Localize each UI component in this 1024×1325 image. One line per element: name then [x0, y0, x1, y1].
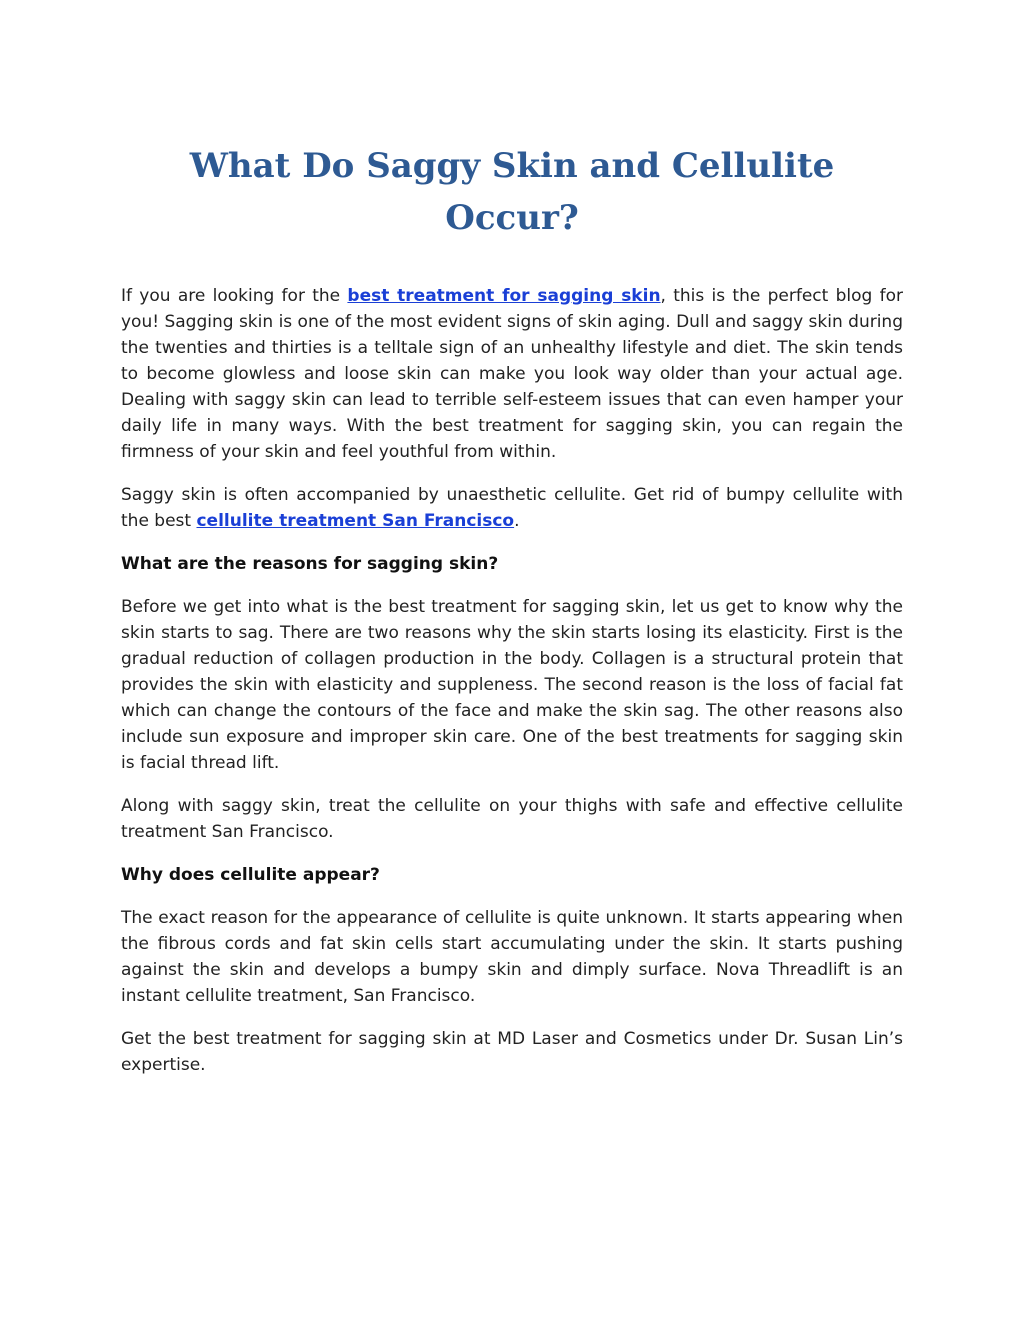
- thigh-cellulite-paragraph: Along with saggy skin, treat the cellulite on your thighs with safe and effective cellulite treatment San Francisco.: [121, 796, 903, 842]
- intro-text-after: , this is the perfect blog for you! Sagging skin is one of the most evident signs of skin aging. Dull and saggy skin during the twenties and thirties is a telltale sign of an unhealthy lifestyle and diet. The skin tends to become glowless and loose skin can make you look way older than your actual age. Dealing with saggy skin can lead to terrible self-esteem issues that can even hamper your daily life in many ways. With the best treatment for sagging skin, you can regain the firmness of your skin and feel youthful from within.: [121, 286, 903, 462]
- document-page: [121, 0, 903, 1095]
- closing-paragraph: Get the best treatment for sagging skin at MD Laser and Cosmetics under Dr. Susan Lin’s expertise.: [121, 1029, 903, 1075]
- sagging-skin-link[interactable]: best treatment for sagging skin: [347, 286, 661, 306]
- intro-text-before: If you are looking for the: [121, 286, 348, 306]
- page-title: What Do Saggy Skin and Cellulite Occur?: [189, 146, 835, 238]
- intro-paragraph: [121, 283, 903, 465]
- cellulite-cause-paragraph: The exact reason for the appearance of cellulite is quite unknown. It starts appearing when the fibrous cords and fat skin cells start accumulating under the skin. It starts pushing against the skin and develops a bumpy skin and dimply surface. Nova Threadlift is an instant cellulite treatment, San Francisco.: [121, 908, 903, 1006]
- cellulite-intro-paragraph: [121, 482, 903, 534]
- section-heading-cellulite: Why does cellulite appear?: [121, 865, 380, 885]
- cellulite-text-after: .: [514, 511, 520, 531]
- section-heading-sagging-reasons: What are the reasons for sagging skin?: [121, 554, 499, 574]
- article-body: [121, 283, 903, 1078]
- cellulite-text-before: Saggy skin is often accompanied by unaesthetic cellulite. Get rid of bumpy cellulite with the best: [121, 485, 903, 531]
- cellulite-treatment-link[interactable]: cellulite treatment San Francisco: [196, 511, 515, 531]
- sagging-reasons-paragraph: Before we get into what is the best treatment for sagging skin, let us get to know why the skin starts to sag. There are two reasons why the skin starts losing its elasticity. First is the gradual reduction of collagen production in the body. Collagen is a structural protein that provides the skin with elasticity and suppleness. The second reason is the loss of facial fat which can change the contours of the face and make the skin sag. The other reasons also include sun exposure and improper skin care. One of the best treatments for sagging skin is facial thread lift.: [121, 597, 903, 773]
